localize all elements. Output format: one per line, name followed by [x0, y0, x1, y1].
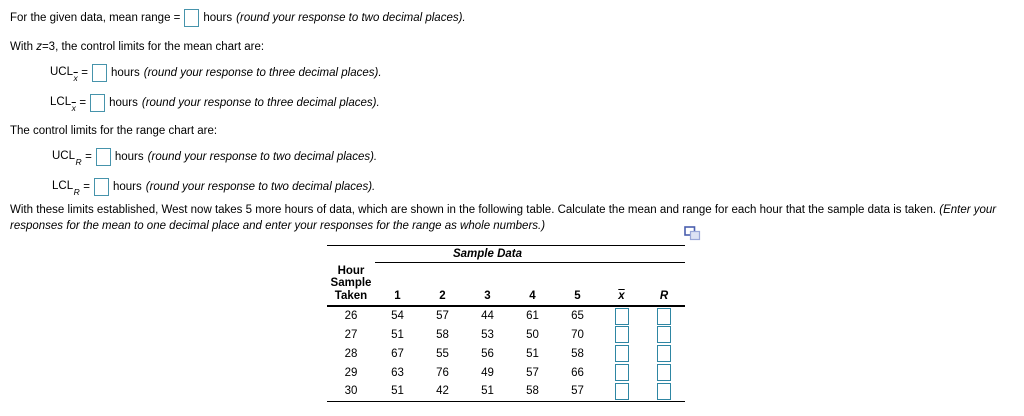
- mean-range-line: [10, 9, 466, 27]
- equals-sign: =: [85, 151, 92, 163]
- instructions-normal: With these limits established, West now takes 5 more hours of data, which are shown in the following table. Calculate the mean and range for each hour that the sample data is taken.: [10, 204, 940, 216]
- r-subscript: R: [73, 187, 80, 198]
- sample-value-cell: 57: [526, 366, 539, 379]
- header-line: Taken: [334, 289, 368, 302]
- sample-value-cell: 66: [571, 366, 584, 379]
- rounding-note: (round your response to three decimal places).: [143, 67, 382, 79]
- sample-value-cell: 63: [391, 366, 404, 379]
- equation-name: LCL: [50, 96, 72, 109]
- range-col-header: [643, 263, 685, 307]
- sample-value-cell: 70: [571, 328, 584, 341]
- xbar-input-cell: [600, 344, 643, 363]
- hour-cell: 28: [344, 347, 358, 360]
- range-input[interactable]: [657, 308, 671, 325]
- caption-spacer: [327, 246, 375, 263]
- xbar-input-cell: [600, 363, 643, 382]
- sample-value-cell: 51: [391, 385, 404, 398]
- range-input[interactable]: [657, 345, 671, 362]
- mean-range-text: For the given data, mean range =: [10, 12, 181, 24]
- sample-value-cell: 67: [391, 347, 404, 360]
- sample-col-header-2: 2: [420, 263, 465, 307]
- equation-name: UCL: [50, 66, 74, 79]
- sample-value-cell: 53: [481, 328, 494, 341]
- hour-cell: 29: [344, 366, 358, 379]
- r-subscript: R: [75, 157, 82, 168]
- xbar-input[interactable]: [615, 345, 629, 362]
- sample-value-cell: 51: [526, 347, 539, 360]
- equation-name: UCL: [52, 150, 76, 163]
- equation-ucl-r: [52, 148, 377, 166]
- range-input[interactable]: [657, 364, 671, 381]
- equation-lcl-r: [52, 178, 375, 196]
- xbar-input[interactable]: [615, 383, 629, 400]
- z-statement: [10, 41, 264, 53]
- table-header-row: [327, 263, 685, 307]
- hour-sample-taken-header: [327, 263, 375, 307]
- unit-label: hours: [112, 181, 142, 193]
- sample-value-cell: 51: [481, 385, 494, 398]
- equation-ucl-xbar: [50, 64, 382, 82]
- unit-label: hours: [110, 67, 140, 79]
- equation-lcl-xbar: [50, 94, 380, 112]
- table-caption: Sample Data: [375, 246, 600, 263]
- sample-col-header-1: 1: [375, 263, 420, 307]
- instructions-paragraph: [10, 203, 1000, 234]
- xbar-input[interactable]: [615, 308, 629, 325]
- range-input-cell: [643, 344, 685, 363]
- lcl-r-input[interactable]: [94, 178, 109, 196]
- range-input-cell: [643, 306, 685, 325]
- hour-cell: 30: [344, 385, 358, 398]
- sample-value-cell: 51: [391, 328, 404, 341]
- table-caption-row: [327, 246, 685, 263]
- sample-value-cell: 56: [481, 347, 494, 360]
- xbar-input-cell: [600, 325, 643, 344]
- rounding-note: (round your response to two decimal places).: [147, 151, 378, 163]
- range-input[interactable]: [657, 383, 671, 400]
- range-input-cell: [643, 382, 685, 401]
- equation-name: LCL: [52, 180, 74, 193]
- hour-cell: 27: [344, 328, 358, 341]
- sample-value-cell: 44: [481, 310, 494, 322]
- equation-label: [52, 150, 82, 168]
- r-symbol: R: [659, 290, 669, 302]
- header-line: Sample: [330, 277, 372, 289]
- rounding-note: (round your response to two decimal places).: [236, 12, 466, 24]
- equation-label: [52, 180, 80, 198]
- rounding-note: (round your response to three decimal places).: [141, 97, 380, 109]
- range-input-cell: [643, 325, 685, 344]
- xbar-input[interactable]: [615, 326, 629, 343]
- equals-sign: =: [83, 181, 90, 193]
- z-statement-pre: With: [10, 41, 37, 53]
- xbar-input[interactable]: [615, 364, 629, 381]
- table-row: [327, 344, 685, 363]
- header-line: Hour: [337, 264, 365, 277]
- sample-value-cell: 58: [436, 328, 449, 341]
- unit-label: hours: [114, 151, 144, 163]
- ucl-xbar-input[interactable]: [92, 64, 107, 82]
- sample-value-cell: 57: [571, 385, 584, 398]
- unit-label: hours: [203, 12, 233, 24]
- lcl-xbar-input[interactable]: [90, 94, 105, 112]
- caption-rule-extension: [600, 246, 685, 263]
- sample-value-cell: 49: [481, 366, 494, 379]
- sample-col-header-5: 5: [555, 263, 600, 307]
- sample-data-table: [327, 245, 685, 402]
- xbar-input-cell: [600, 382, 643, 401]
- sample-col-header-3: 3: [465, 263, 510, 307]
- rounding-note: (round your response to two decimal places).: [145, 181, 376, 193]
- sample-value-cell: 55: [436, 347, 449, 360]
- open-table-icon[interactable]: [684, 226, 701, 245]
- table-row: [327, 325, 685, 344]
- xbar-symbol: $\overline{x}$: [618, 290, 625, 302]
- xbar-input-cell: [600, 306, 643, 325]
- window-copy-icon: [684, 226, 701, 242]
- mean-range-input[interactable]: [184, 9, 199, 27]
- z-statement-post: =3, the control limits for the mean chart are:: [41, 41, 265, 53]
- range-input-cell: [643, 363, 685, 382]
- sample-value-cell: 65: [571, 310, 584, 322]
- equation-label: [50, 66, 78, 84]
- ucl-r-input[interactable]: [96, 148, 111, 166]
- sample-value-cell: 58: [526, 385, 539, 398]
- sample-value-cell: 57: [436, 310, 449, 322]
- sample-value-cell: 42: [436, 385, 449, 398]
- xbar-subscript: x: [71, 103, 76, 114]
- sample-data-table-container: [327, 245, 685, 402]
- table-row: [327, 306, 685, 325]
- sample-value-cell: 61: [526, 310, 539, 322]
- range-input[interactable]: [657, 326, 671, 343]
- sample-value-cell: 76: [436, 366, 449, 379]
- xbar-col-header: [600, 263, 643, 307]
- equation-label: [50, 96, 76, 114]
- table-row: [327, 363, 685, 382]
- range-chart-statement: The control limits for the range chart are:: [10, 125, 218, 137]
- table-row: [327, 382, 685, 401]
- hour-cell: 26: [344, 310, 358, 322]
- equals-sign: =: [79, 97, 87, 109]
- sample-value-cell: 50: [526, 328, 539, 341]
- sample-value-cell: 58: [571, 347, 584, 360]
- xbar-subscript: x: [73, 73, 78, 84]
- equals-sign: =: [81, 67, 88, 79]
- unit-label: hours: [109, 97, 138, 109]
- z-variable: z: [36, 41, 42, 53]
- instructions-italic: (Enter your responses for the mean to one decimal place and enter your responses for the range as whole numbers.): [10, 204, 997, 232]
- sample-value-cell: 54: [391, 310, 404, 322]
- sample-col-header-4: 4: [510, 263, 555, 307]
